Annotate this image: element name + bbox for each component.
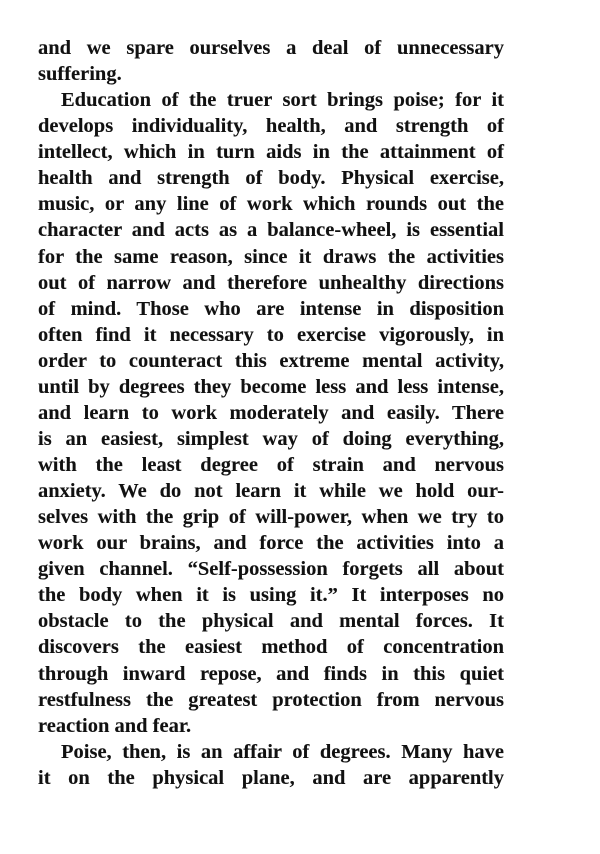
text-line: selves with the grip of will-power, when we try to: [38, 506, 504, 529]
text-line: and learn to work moderately and easily. There: [38, 401, 504, 424]
text-line: until by degrees they become less and less intense,: [38, 375, 504, 398]
text-line: given channel. “Self-possession forgets all about: [38, 558, 504, 581]
text-line: order to counteract this extreme mental activity,: [38, 349, 504, 372]
text-line: restfulness the greatest protection from nervous: [38, 688, 504, 711]
text-line: Poise, then, is an affair of degrees. Many have: [61, 740, 504, 763]
text-line: music, or any line of work which rounds out the: [38, 193, 504, 216]
text-line: intellect, which in turn aids in the attainment of: [38, 141, 504, 164]
text-line: develops individuality, health, and strength of: [38, 115, 504, 138]
text-line: for the same reason, since it draws the activities: [38, 245, 504, 268]
book-page: [38, 35, 504, 791]
text-line: is an easiest, simplest way of doing everything,: [38, 427, 504, 450]
text-line: obstacle to the physical and mental forces. It: [38, 610, 504, 633]
text-line: the body when it is using it.” It interposes no: [38, 584, 504, 607]
text-line: discovers the easiest method of concentration: [38, 636, 504, 659]
text-line: reaction and fear.: [38, 714, 192, 737]
text-line: out of narrow and therefore unhealthy directions: [38, 271, 504, 294]
text-line: it on the physical plane, and are apparently: [38, 766, 504, 789]
text-line: work our brains, and force the activities into a: [38, 532, 504, 555]
text-line: suffering.: [38, 63, 122, 86]
text-line: health and strength of body. Physical exercise,: [38, 167, 504, 190]
text-line: through inward repose, and finds in this quiet: [38, 662, 504, 685]
text-line: of mind. Those who are intense in disposition: [38, 297, 504, 320]
text-line: often find it necessary to exercise vigorously, in: [38, 323, 504, 346]
text-line: with the least degree of strain and nervous: [38, 454, 504, 476]
text-line: anxiety. We do not learn it while we hold our-: [38, 480, 504, 503]
text-line: and we spare ourselves a deal of unnecessary: [38, 37, 504, 59]
text-line: character and acts as a balance-wheel, is essential: [38, 219, 504, 242]
text-line: Education of the truer sort brings poise; for it: [61, 89, 504, 112]
